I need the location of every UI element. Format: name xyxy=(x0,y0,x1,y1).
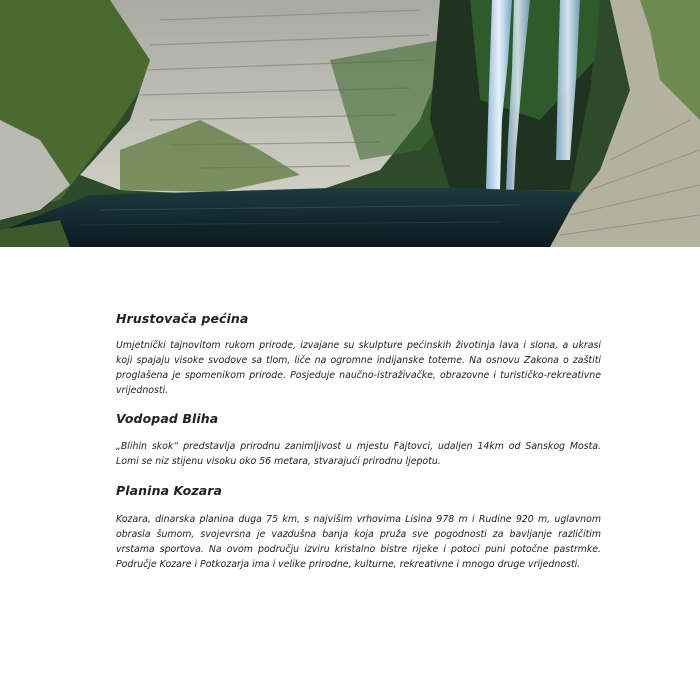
section-title: Hrustovača pećina xyxy=(116,311,249,326)
section-text: Kozara, dinarska planina duga 75 km, s najvišim vrhovima Lisina 978 m i Rudine 920 m, uglavnom obrasla šumom, svojevrsna je vazdušna banja koja pruža sve pogodnosti za bavljanje različitim vrstama sportova. Na ovom području izviru kristalno bistre rijeke i potoci puni potočne pastrmke. Područje Kozare i Potkozarja ima i velike prirodne, kulturne, rekreativne i mnogo druge vrijednosti. xyxy=(116,514,601,570)
section-hrustovaca xyxy=(116,311,601,398)
section-text: „Blihin skok“ predstavlja prirodnu zanimljivost u mjestu Fajtovci, udaljen 14km od Sanskog Mosta. Lomi se niz stijenu visoku oko 56 metara, stvarajući prirodnu ljepotu. xyxy=(116,441,601,467)
content-column xyxy=(116,311,601,572)
section-text: Umjetnički tajnovitom rukom prirode, izvajane su skulpture pećinskih životinja lava i slona, a ukrasi koji spajaju visoke svodove sa tlom, liče na ogromne indijanske toteme. Na osnovu Zakona o zaštiti proglašena je spomenikom prirode. Posjeduje naučno-istraživačke, obrazovne i turističko-rekreativne vrijednosti. xyxy=(116,340,601,396)
section-bliha xyxy=(116,411,601,469)
section-title: Vodopad Bliha xyxy=(116,411,219,426)
section-title: Planina Kozara xyxy=(116,483,223,498)
section-kozara xyxy=(116,483,601,572)
waterfall-photo xyxy=(0,0,700,247)
